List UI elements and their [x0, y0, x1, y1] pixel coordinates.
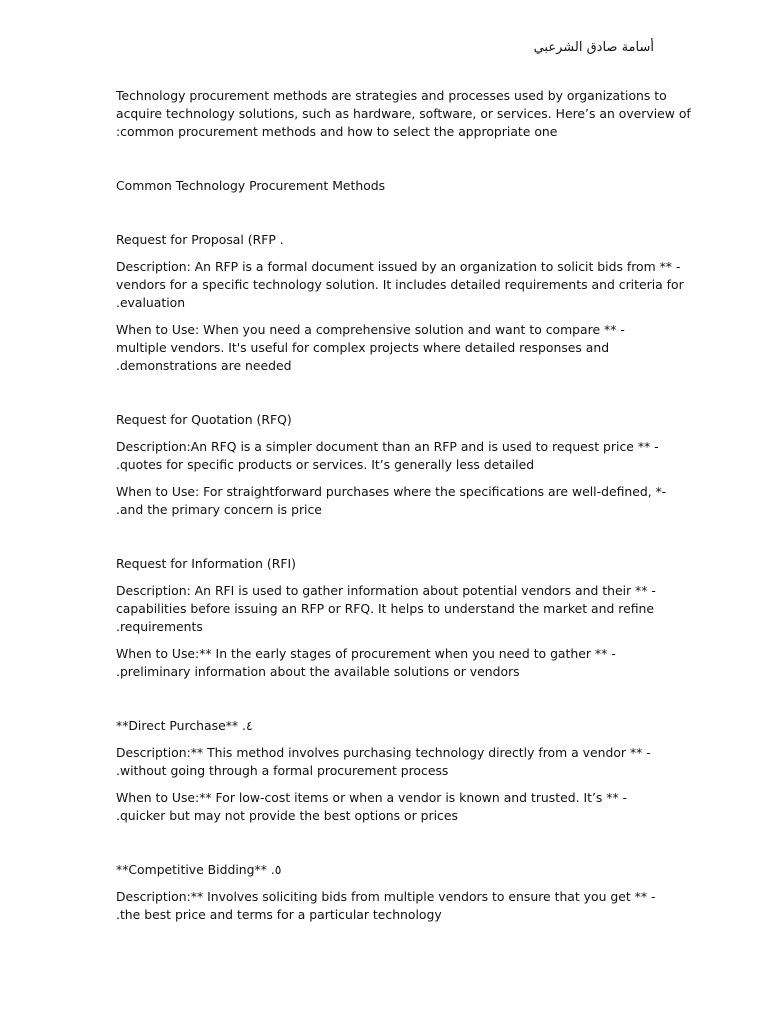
method-when-to-use: When to Use: When you need a comprehensive solution and want to compare ** - multiple vendors. It's useful for complex projects where detailed responses and .demonstrations are needed — [116, 322, 625, 373]
method-description: Description: An RFP is a formal document issued by an organization to solicit bids from ** - vendors for a specific technology solution. It includes detailed requirements and criteria for .evaluation — [116, 259, 684, 310]
intro-line: :common procurement methods and how to select the appropriate one — [116, 124, 558, 139]
intro-paragraph — [116, 87, 691, 141]
intro-line: acquire technology solutions, such as hardware, software, or services. Here’s an overview of — [116, 106, 691, 121]
method-when-to-use: When to Use:** For low-cost items or when a vendor is known and trusted. It’s ** - .quicker but may not provide the best options or prices — [116, 790, 628, 823]
method-heading: Request for Proposal (RFP . — [116, 232, 284, 247]
method-description: Description:** Involves soliciting bids from multiple vendors to ensure that you get ** - .the best price and terms for a particular technology — [116, 889, 656, 922]
method-heading: **Competitive Bidding** .٥ — [116, 862, 282, 877]
document-body — [116, 87, 691, 924]
method-when-to-use: When to Use:** In the early stages of procurement when you need to gather ** - .preliminary information about the available solutions or vendors — [116, 646, 616, 679]
method-heading: **Direct Purchase** .٤ — [116, 718, 253, 733]
method-heading: Request for Quotation (RFQ) — [116, 412, 292, 427]
method-description: Description:An RFQ is a simpler document than an RFP and is used to request price ** - .quotes for specific products or services. It’s generally less detailed — [116, 439, 659, 472]
intro-line: Technology procurement methods are strategies and processes used by organizations to — [116, 88, 667, 103]
section-heading: Common Technology Procurement Methods — [116, 178, 386, 193]
method-heading: Request for Information (RFI) — [116, 556, 296, 571]
author-name: أسامة صادق الشرعبي — [533, 40, 654, 55]
method-description: Description:** This method involves purchasing technology directly from a vendor ** - .without going through a formal procurement process — [116, 745, 651, 778]
method-when-to-use: When to Use: For straightforward purchases where the specifications are well-defined, *- .and the primary concern is price — [116, 484, 667, 517]
method-description: Description: An RFI is used to gather information about potential vendors and their ** - capabilities before issuing an RFP or RFQ. It helps to understand the market and refine .requirements — [116, 583, 656, 634]
